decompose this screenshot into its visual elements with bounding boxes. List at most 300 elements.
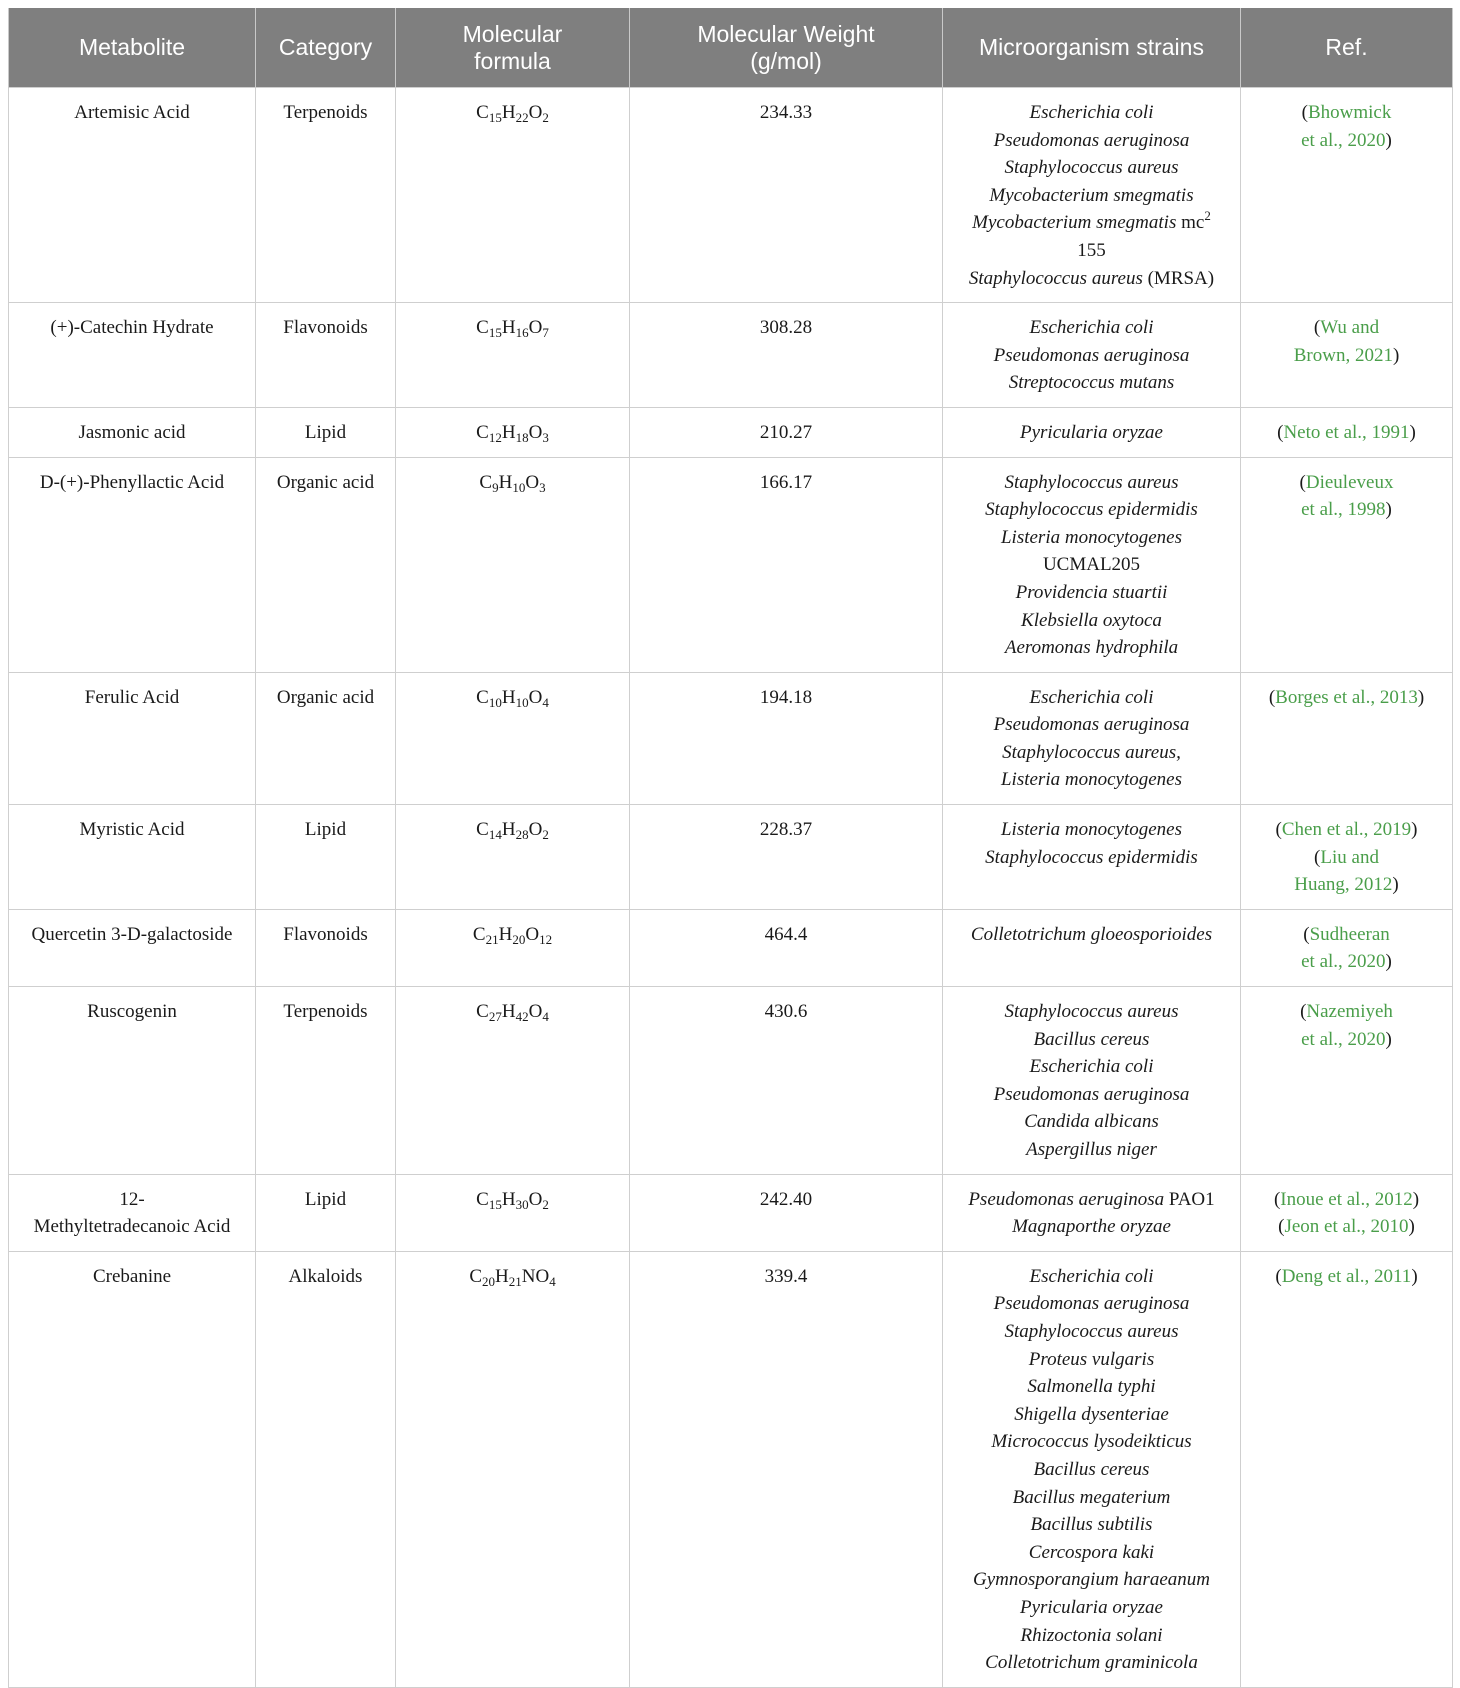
strain-line <box>951 237 1232 265</box>
strain-name: Listeria monocytogenes <box>1000 819 1182 841</box>
strain-name: Staphylococcus aureus <box>1004 1001 1179 1023</box>
formula-subscript: 10 <box>512 479 526 495</box>
cell-weight: 194.18 <box>630 672 943 804</box>
ref-paren: ) <box>1385 499 1392 521</box>
strain-name: Pseudomonas aeruginosa <box>993 1083 1190 1105</box>
formula-element: H <box>501 819 516 841</box>
strain-line <box>951 524 1232 552</box>
cell-category: Terpenoids <box>256 987 396 1175</box>
strain-name: Colletotrichum graminicola <box>985 1652 1198 1674</box>
formula-element: O <box>528 686 543 708</box>
strain-name: Mycobacterium smegmatis <box>989 184 1194 206</box>
ref-line <box>1249 1213 1444 1241</box>
cell-weight: 464.4 <box>630 909 943 986</box>
cell-category: Alkaloids <box>256 1251 396 1687</box>
cell-category: Flavonoids <box>256 303 396 408</box>
strain-name: Staphylococcus aureus <box>1004 1320 1179 1342</box>
table-row <box>9 909 1453 986</box>
strain-line <box>951 1213 1232 1241</box>
strain-name: Providencia stuartii <box>1015 581 1168 603</box>
formula-element: C <box>476 317 489 339</box>
formula-subscript: 28 <box>515 827 529 843</box>
strain-name: Staphylococcus epidermidis <box>985 846 1198 868</box>
strain-name: Rhizoctonia solani <box>1020 1624 1163 1646</box>
metabolite-name: Myristic Acid <box>79 819 185 841</box>
formula-element: C <box>479 471 493 493</box>
cell-strains <box>943 987 1241 1175</box>
formula-subscript: 10 <box>515 694 529 710</box>
formula-subscript: 10 <box>488 694 502 710</box>
cell-ref <box>1241 457 1453 672</box>
strain-line <box>951 1594 1232 1622</box>
strain-line <box>951 739 1232 767</box>
formula-element: H <box>495 1265 509 1287</box>
strain-name: Candida albicans <box>1024 1111 1159 1133</box>
formula-subscript: 16 <box>515 325 529 341</box>
ref-paren: ( <box>1313 317 1321 339</box>
cell-formula <box>396 909 630 986</box>
strain-name: Pseudomonas aeruginosa <box>993 344 1190 366</box>
strain-line <box>951 551 1232 579</box>
cell-formula <box>396 303 630 408</box>
strain-line <box>951 496 1232 524</box>
formula-subscript: 20 <box>482 1273 495 1289</box>
cell-ref <box>1241 1251 1453 1687</box>
formula-subscript: 15 <box>488 1196 502 1212</box>
strain-name: Streptococcus mutans <box>1008 372 1175 394</box>
ref-paren: ( <box>1277 421 1284 443</box>
formula-element: O <box>528 102 543 123</box>
formula-element: C <box>469 1265 482 1287</box>
ref-line <box>1249 1263 1444 1291</box>
cell-strains <box>943 1251 1241 1687</box>
cell-metabolite <box>9 303 256 408</box>
strain-line <box>951 998 1232 1026</box>
metabolite-table-container <box>8 8 1452 1688</box>
ref-line <box>1249 419 1444 447</box>
strain-name: Pseudomonas aeruginosa <box>993 129 1190 151</box>
strain-line <box>951 1186 1232 1214</box>
strain-name: Staphylococcus aureus, <box>1002 741 1181 763</box>
formula-element: H <box>501 1001 516 1023</box>
table-row <box>9 1251 1453 1687</box>
strain-line <box>951 127 1232 155</box>
strain-line <box>951 469 1232 497</box>
table-row <box>9 457 1453 672</box>
strain-line <box>951 1622 1232 1650</box>
strain-name: Micrococcus lysodeikticus <box>991 1431 1192 1453</box>
metabolite-name: Methyltetradecanoic Acid <box>33 1216 231 1238</box>
strain-suffix: mc <box>1176 212 1205 234</box>
cell-ref <box>1241 909 1453 986</box>
ref-link[interactable]: Deng et al., 2011 <box>1281 1265 1412 1287</box>
cell-strains <box>943 805 1241 910</box>
strain-name: Pseudomonas aeruginosa <box>993 714 1190 736</box>
formula-subscript: 7 <box>542 325 549 341</box>
strain-name: Bacillus cereus <box>1033 1028 1150 1050</box>
cell-strains <box>943 672 1241 804</box>
ref-paren: ( <box>1299 471 1306 493</box>
table-header <box>9 8 1453 88</box>
formula-subscript: 22 <box>515 110 529 125</box>
strain-suffix: PAO1 <box>1164 1188 1215 1210</box>
strain-name: Bacillus cereus <box>1033 1458 1150 1480</box>
strain-name: Magnaporthe oryzae <box>1012 1216 1171 1238</box>
formula-subscript: 9 <box>492 479 499 495</box>
strain-line <box>951 1456 1232 1484</box>
formula-subscript: 18 <box>515 429 529 445</box>
ref-paren: ( <box>1273 1188 1281 1210</box>
metabolite-name: Ferulic Acid <box>84 686 180 708</box>
formula-subscript: 21 <box>485 931 499 947</box>
ref-paren: ( <box>1301 102 1308 123</box>
strain-line <box>951 1108 1232 1136</box>
ref-link[interactable]: et al., 1998 <box>1301 499 1386 521</box>
strain-line <box>951 1346 1232 1374</box>
cell-metabolite <box>9 88 256 303</box>
formula-element: H <box>501 1188 516 1210</box>
header-formula: Molecular formula <box>396 8 630 88</box>
strain-line <box>951 634 1232 662</box>
ref-paren: ) <box>1392 874 1399 896</box>
ref-line <box>1249 684 1444 712</box>
cell-strains <box>943 457 1241 672</box>
ref-paren: ( <box>1278 1216 1285 1238</box>
cell-category: Organic acid <box>256 457 396 672</box>
strain-name: Staphylococcus epidermidis <box>985 499 1198 521</box>
strain-name: Staphylococcus aureus <box>1004 157 1179 179</box>
strain-line <box>951 1649 1232 1677</box>
strain-line <box>951 1263 1232 1291</box>
cell-ref <box>1241 407 1453 457</box>
formula-subscript: 12 <box>539 931 553 947</box>
strain-line <box>951 1290 1232 1318</box>
ref-line <box>1249 314 1444 342</box>
ref-paren: ) <box>1385 951 1392 973</box>
ref-paren: ) <box>1409 421 1416 443</box>
strain-name: Shigella dysenteriae <box>1014 1403 1169 1425</box>
formula-element: O <box>525 471 540 493</box>
ref-line <box>1249 496 1444 524</box>
strain-line <box>951 1136 1232 1164</box>
ref-line <box>1249 871 1444 899</box>
strain-name: Gymnosporangium haraeanum <box>973 1569 1210 1591</box>
ref-link[interactable]: Inoue et al., 2012 <box>1280 1188 1413 1210</box>
cell-strains <box>943 407 1241 457</box>
ref-line <box>1249 127 1444 155</box>
formula-subscript: 3 <box>542 429 549 445</box>
strain-line <box>951 684 1232 712</box>
ref-paren: ( <box>1303 923 1310 945</box>
formula-element: H <box>501 421 516 443</box>
metabolite-name: Jasmonic acid <box>78 421 186 443</box>
ref-line <box>1249 844 1444 872</box>
strain-line <box>951 1428 1232 1456</box>
cell-metabolite <box>9 1251 256 1687</box>
header-ref: Ref. <box>1241 8 1453 88</box>
ref-link[interactable]: Borges et al., 2013 <box>1275 686 1418 708</box>
strain-name: Aspergillus niger <box>1026 1139 1157 1160</box>
strain-line <box>951 921 1232 949</box>
table-row <box>9 672 1453 804</box>
ref-link[interactable]: et al., 2020 <box>1301 129 1386 151</box>
cell-weight: 210.27 <box>630 407 943 457</box>
cell-formula <box>396 1251 630 1687</box>
strain-line <box>951 1484 1232 1512</box>
cell-metabolite <box>9 987 256 1175</box>
ref-link[interactable]: Dieuleveux <box>1305 471 1394 493</box>
formula-element: H <box>501 317 516 339</box>
header-strains: Microorganism strains <box>943 8 1241 88</box>
strain-line <box>951 1318 1232 1346</box>
formula-element: C <box>476 1188 489 1210</box>
ref-link[interactable]: Sudheeran <box>1309 923 1390 945</box>
strain-line <box>951 99 1232 127</box>
ref-paren: ) <box>1411 819 1418 841</box>
strain-line <box>951 1373 1232 1401</box>
strain-name: Mycobacterium smegmatis <box>972 212 1177 234</box>
formula-element: O <box>528 317 543 339</box>
strain-name: Pyricularia oryzae <box>1019 421 1163 443</box>
cell-category: Lipid <box>256 407 396 457</box>
ref-line <box>1249 342 1444 370</box>
ref-paren: ( <box>1268 686 1276 708</box>
ref-link[interactable]: Jeon et al., 2010 <box>1284 1216 1409 1238</box>
cell-metabolite <box>9 407 256 457</box>
ref-paren: ( <box>1275 1265 1282 1287</box>
strain-line <box>951 816 1232 844</box>
ref-line <box>1249 921 1444 949</box>
formula-subscript: 14 <box>488 827 502 843</box>
formula-subscript: 2 <box>542 1196 549 1212</box>
cell-ref <box>1241 88 1453 303</box>
cell-metabolite <box>9 672 256 804</box>
ref-paren: ) <box>1385 129 1392 151</box>
ref-link[interactable]: Brown, 2021 <box>1293 344 1393 366</box>
formula-subscript: 21 <box>508 1273 522 1289</box>
strain-name: Klebsiella oxytoca <box>1021 609 1162 631</box>
cell-ref <box>1241 805 1453 910</box>
formula-subscript: 2 <box>542 827 549 843</box>
header-category: Category <box>256 8 396 88</box>
cell-weight: 234.33 <box>630 88 943 303</box>
cell-metabolite <box>9 1174 256 1251</box>
table-row <box>9 303 1453 408</box>
formula-subscript: 15 <box>488 325 502 341</box>
strain-line <box>951 711 1232 739</box>
ref-paren: ) <box>1408 1216 1415 1238</box>
cell-ref <box>1241 987 1453 1175</box>
ref-link[interactable]: Nazemiyeh <box>1306 1001 1393 1023</box>
table-row <box>9 1174 1453 1251</box>
cell-strains <box>943 909 1241 986</box>
strain-name: Bacillus megaterium <box>1012 1486 1171 1508</box>
formula-subscript: 12 <box>488 429 502 445</box>
formula-element: C <box>476 686 489 708</box>
formula-element: C <box>476 819 489 841</box>
formula-element: O <box>528 819 543 841</box>
cell-category: Terpenoids <box>256 88 396 303</box>
cell-ref <box>1241 672 1453 804</box>
table-row <box>9 805 1453 910</box>
metabolite-name: Artemisic Acid <box>74 102 190 123</box>
formula-subscript: 30 <box>515 1196 529 1212</box>
strain-line <box>951 154 1232 182</box>
strain-suffix: UCMAL205 <box>1042 554 1141 576</box>
strain-line <box>951 766 1232 794</box>
ref-line <box>1249 948 1444 976</box>
table-body <box>9 88 1453 1688</box>
metabolite-table <box>8 8 1453 1688</box>
formula-element: C <box>476 1001 489 1023</box>
metabolite-name: 12- <box>119 1188 145 1210</box>
metabolite-name: Ruscogenin <box>87 1001 177 1023</box>
formula-subscript: 4 <box>549 1273 556 1289</box>
formula-element: O <box>528 421 543 443</box>
strain-line <box>951 182 1232 210</box>
cell-formula <box>396 987 630 1175</box>
strain-line <box>951 209 1232 237</box>
cell-weight: 166.17 <box>630 457 943 672</box>
ref-paren: ( <box>1300 1001 1307 1023</box>
metabolite-name: Quercetin 3-D-galactoside <box>31 923 233 945</box>
formula-subscript: 3 <box>539 479 546 495</box>
strain-line <box>951 1566 1232 1594</box>
strain-suffix: (MRSA) <box>1142 267 1215 289</box>
formula-subscript: 20 <box>512 931 526 947</box>
formula-element: H <box>501 686 516 708</box>
table-row <box>9 407 1453 457</box>
header-metabolite: Metabolite <box>9 8 256 88</box>
formula-subscript: 27 <box>488 1009 502 1025</box>
ref-line <box>1249 816 1444 844</box>
superscript: 2 <box>1204 208 1211 224</box>
strain-name: Colletotrichum gloeosporioides <box>970 923 1213 945</box>
strain-suffix: 155 <box>1077 239 1106 261</box>
cell-formula <box>396 457 630 672</box>
formula-element: H <box>498 471 513 493</box>
cell-category: Organic acid <box>256 672 396 804</box>
ref-link[interactable]: et al., 2020 <box>1301 951 1386 973</box>
header-row <box>9 8 1453 88</box>
cell-weight: 242.40 <box>630 1174 943 1251</box>
strain-line <box>951 369 1232 397</box>
ref-paren: ( <box>1275 819 1282 841</box>
cell-category: Lipid <box>256 1174 396 1251</box>
ref-link[interactable]: Neto et al., 1991 <box>1283 421 1410 443</box>
ref-link[interactable]: Bhowmick <box>1307 102 1392 123</box>
cell-ref <box>1241 303 1453 408</box>
strain-name: Aeromonas hydrophila <box>1004 637 1179 659</box>
cell-formula <box>396 407 630 457</box>
formula-element: C <box>472 923 486 945</box>
strain-name: Bacillus subtilis <box>1030 1514 1153 1536</box>
formula-subscript: 15 <box>488 110 502 125</box>
formula-element: C <box>476 421 489 443</box>
ref-paren: ( <box>1314 846 1321 868</box>
strain-name: Staphylococcus aureus <box>968 267 1143 289</box>
strain-name: Escherichia coli <box>1029 1265 1154 1287</box>
formula-element: O <box>525 923 540 945</box>
metabolite-name: Crebanine <box>92 1265 172 1287</box>
ref-line <box>1249 998 1444 1026</box>
formula-subscript: 4 <box>542 1009 549 1025</box>
ref-link[interactable]: Chen et al., 2019 <box>1281 819 1412 841</box>
strain-line <box>951 1539 1232 1567</box>
cell-category: Flavonoids <box>256 909 396 986</box>
ref-paren: ) <box>1417 686 1425 708</box>
ref-paren: ) <box>1392 344 1400 366</box>
ref-line <box>1249 99 1444 127</box>
strain-name: Pseudomonas aeruginosa <box>968 1188 1165 1210</box>
metabolite-name: D-(+)-Phenyllactic Acid <box>39 471 225 493</box>
strain-name: Escherichia coli <box>1029 102 1154 123</box>
strain-line <box>951 844 1232 872</box>
strain-name: Escherichia coli <box>1029 1056 1154 1078</box>
strain-line <box>951 579 1232 607</box>
strain-line <box>951 1401 1232 1429</box>
cell-ref <box>1241 1174 1453 1251</box>
table-row <box>9 987 1453 1175</box>
strain-name: Listeria monocytogenes <box>1000 526 1182 548</box>
ref-link[interactable]: et al., 2020 <box>1301 1028 1386 1050</box>
cell-metabolite <box>9 909 256 986</box>
formula-element: C <box>476 102 489 123</box>
cell-strains <box>943 1174 1241 1251</box>
formula-subscript: 42 <box>515 1009 529 1025</box>
cell-weight: 228.37 <box>630 805 943 910</box>
cell-strains <box>943 88 1241 303</box>
ref-link[interactable]: Huang, 2012 <box>1294 874 1393 896</box>
formula-element: H <box>501 102 516 123</box>
ref-link[interactable]: Wu and <box>1320 317 1380 339</box>
strain-line <box>951 419 1232 447</box>
cell-strains <box>943 303 1241 408</box>
table-row <box>9 88 1453 303</box>
strain-name: Escherichia coli <box>1029 686 1154 708</box>
formula-subscript: 4 <box>542 694 549 710</box>
formula-element: NO <box>521 1265 550 1287</box>
ref-line <box>1249 1026 1444 1054</box>
ref-paren: ) <box>1411 1265 1418 1287</box>
strain-name: Listeria monocytogenes <box>1000 769 1182 791</box>
formula-element: H <box>498 923 513 945</box>
cell-weight: 339.4 <box>630 1251 943 1687</box>
strain-name: Escherichia coli <box>1029 317 1154 339</box>
strain-line <box>951 1511 1232 1539</box>
cell-formula <box>396 805 630 910</box>
strain-line <box>951 1081 1232 1109</box>
ref-paren: ) <box>1385 1028 1392 1050</box>
cell-formula <box>396 88 630 303</box>
formula-element: O <box>528 1001 543 1023</box>
strain-line <box>951 265 1232 293</box>
header-weight: Molecular Weight (g/mol) <box>630 8 943 88</box>
formula-subscript: 2 <box>542 110 549 125</box>
formula-element: O <box>528 1188 543 1210</box>
strain-name: Staphylococcus aureus <box>1004 471 1179 493</box>
strain-name: Cercospora kaki <box>1028 1541 1155 1563</box>
ref-link[interactable]: Liu and <box>1320 846 1379 868</box>
strain-line <box>951 1053 1232 1081</box>
ref-paren: ) <box>1412 1188 1420 1210</box>
strain-line <box>951 1026 1232 1054</box>
cell-formula <box>396 1174 630 1251</box>
ref-line <box>1249 469 1444 497</box>
strain-name: Salmonella typhi <box>1027 1376 1156 1398</box>
ref-line <box>1249 1186 1444 1214</box>
strain-line <box>951 342 1232 370</box>
